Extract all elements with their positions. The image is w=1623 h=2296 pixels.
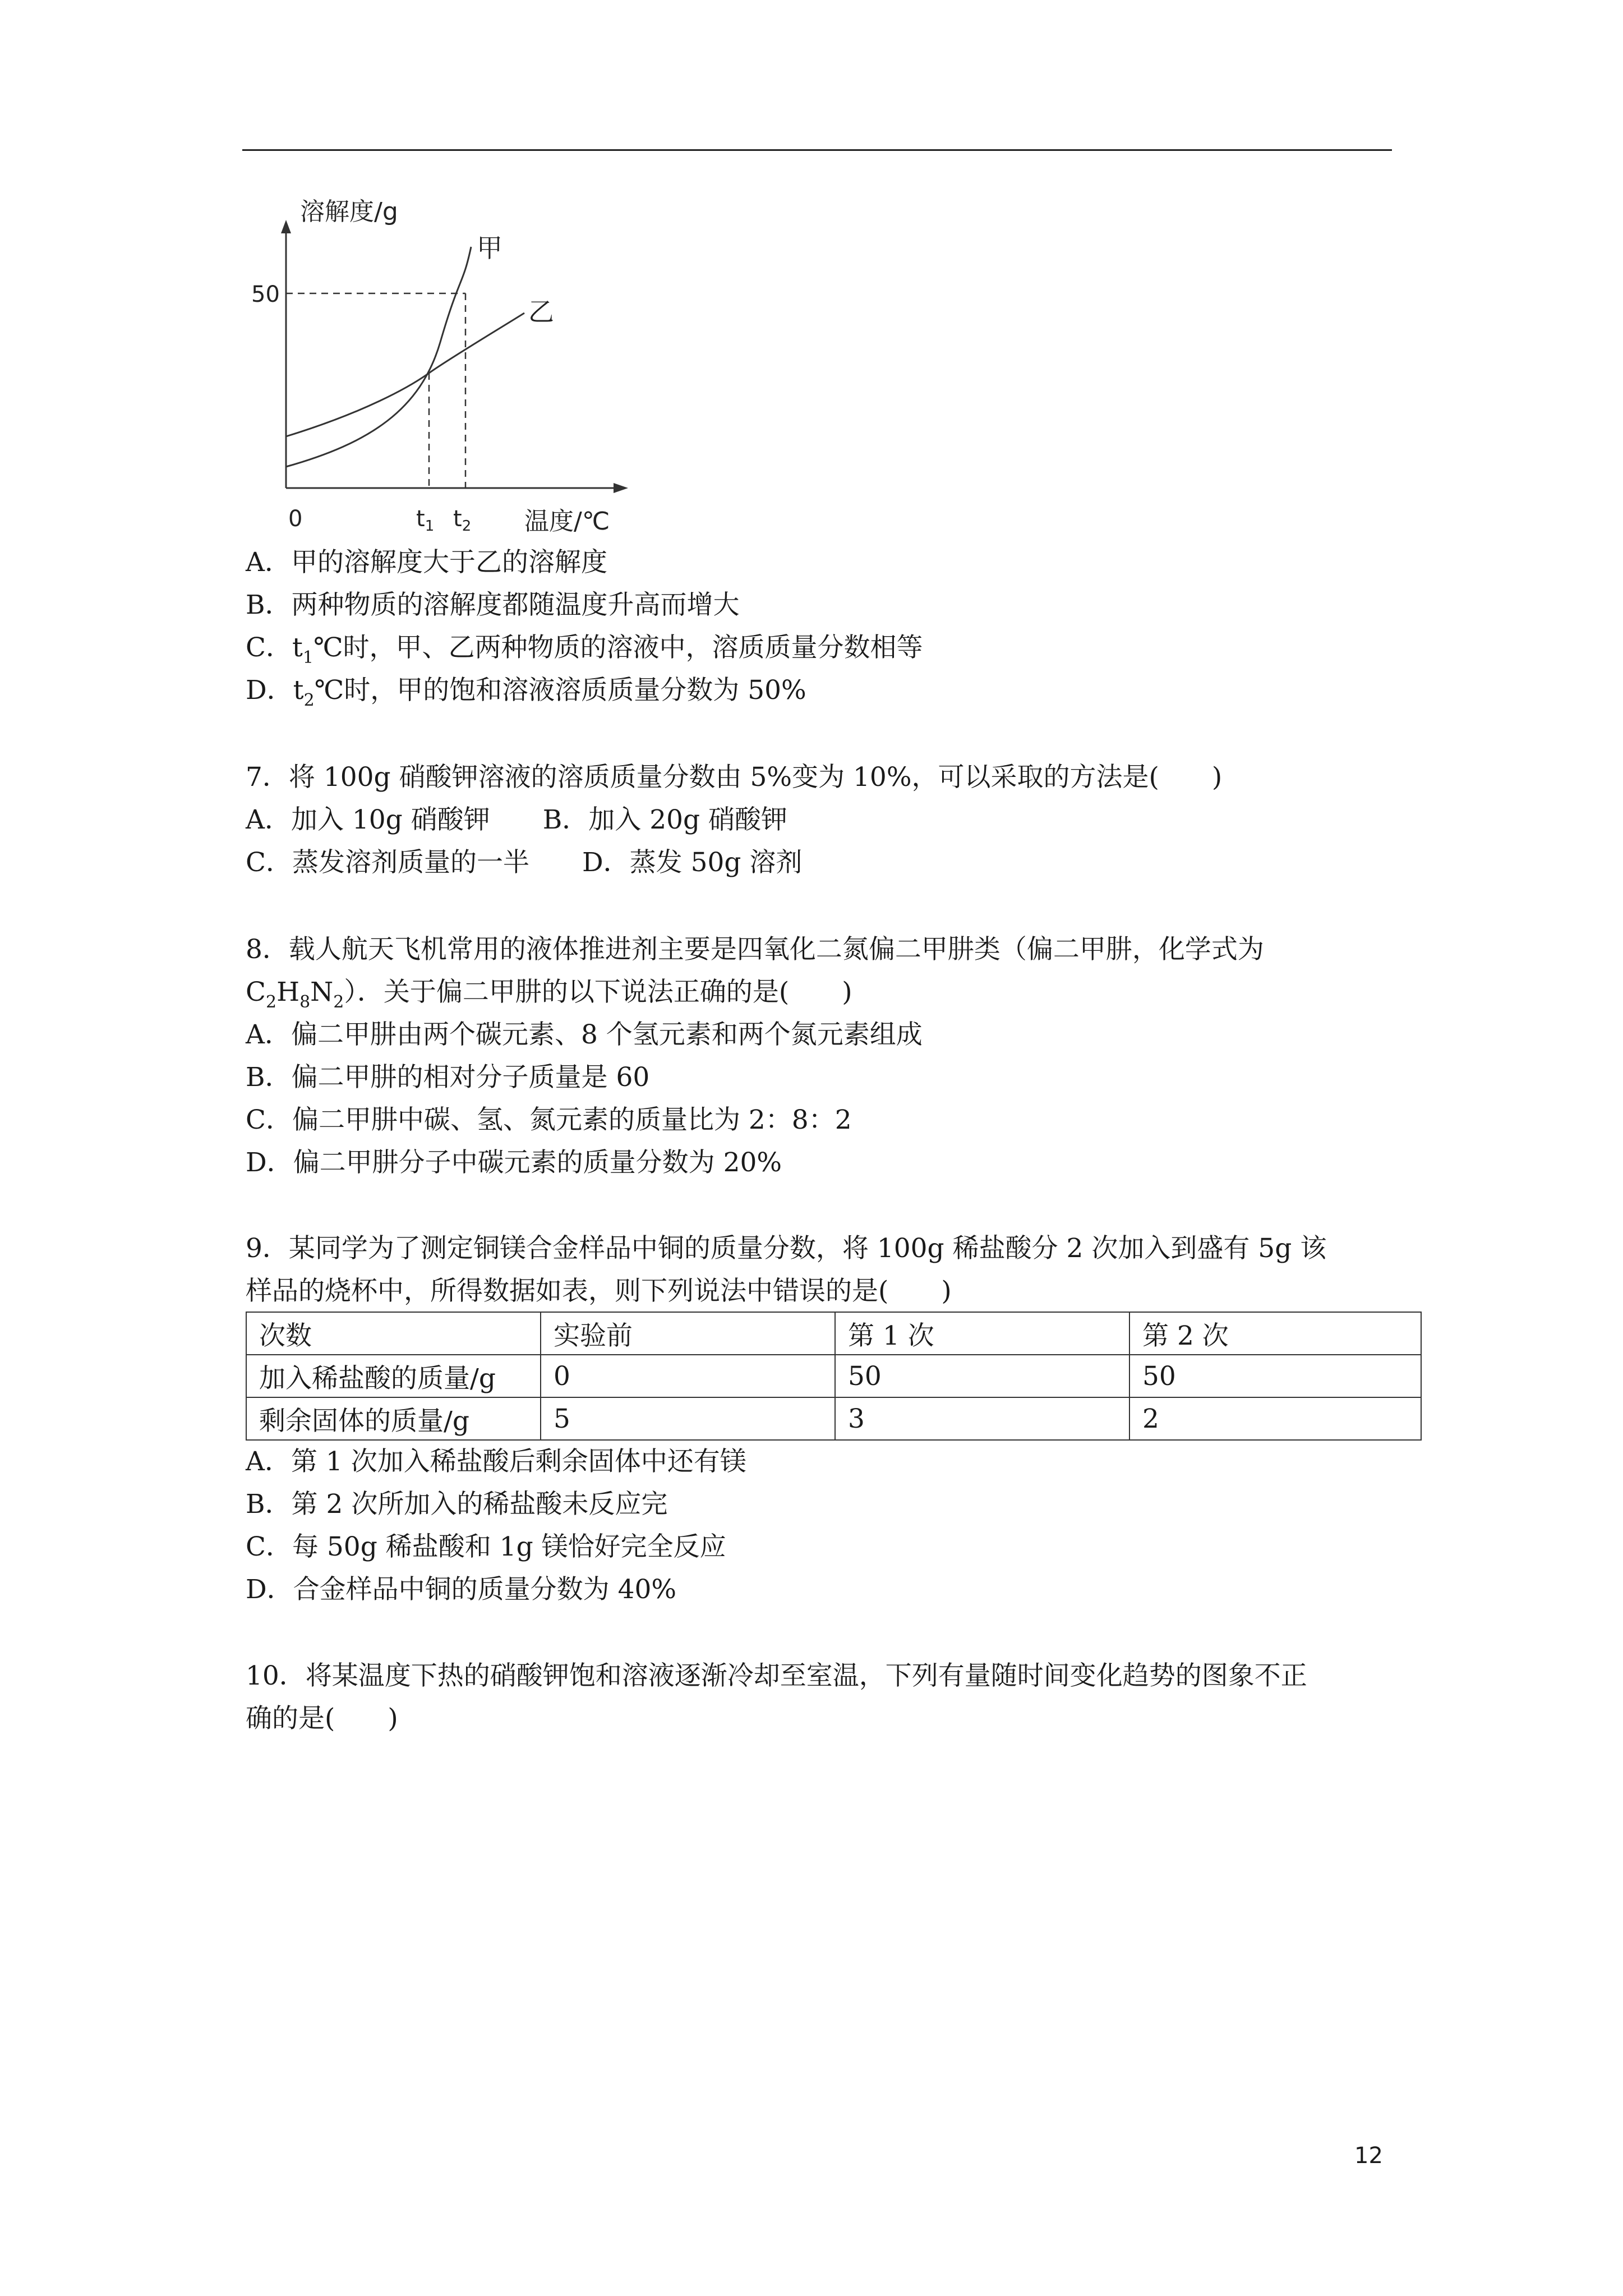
y-tick-50: 50: [251, 282, 280, 307]
y-axis-label: 溶解度/g: [300, 197, 398, 226]
q8-option-b: B．偏二甲肼的相对分子质量是 60: [246, 1062, 650, 1093]
table-cell: 50: [835, 1355, 1129, 1397]
table-row: [246, 1355, 1421, 1397]
table-cell: 50: [1129, 1355, 1421, 1397]
y-axis-arrow: [281, 220, 291, 233]
series-label-jia: 甲: [477, 233, 502, 263]
table-cell: 次数: [246, 1312, 541, 1355]
curve-jia: [286, 247, 471, 467]
table-cell: 第 2 次: [1129, 1312, 1421, 1355]
table-cell: 实验前: [541, 1312, 835, 1355]
table-cell: 2: [1129, 1397, 1421, 1440]
question-9-stem: [246, 1227, 1326, 1313]
q8-option-c: C．偏二甲肼中碳、氢、氮元素的质量比为 2：8：2: [246, 1105, 852, 1135]
q9-stem-line1: 9．某同学为了测定铜镁合金样品中铜的质量分数，将 100g 稀盐酸分 2 次加入到盛有 5g 该: [246, 1233, 1327, 1264]
q7-options-row2: C．蒸发溶剂质量的一半 D．蒸发 50g 溶剂: [246, 847, 803, 878]
q9-stem-line2: 样品的烧杯中，所得数据如表，则下列说法中错误的是( ): [246, 1276, 952, 1306]
curve-yi: [286, 313, 524, 436]
x-axis-label: 温度/℃: [524, 507, 610, 536]
origin-label: 0: [288, 506, 303, 532]
question-10: [246, 1655, 1307, 1740]
q9-option-a: A．第 1 次加入稀盐酸后剩余固体中还有镁: [246, 1446, 746, 1477]
q7-options-row1: A．加入 10g 硝酸钾 B．加入 20g 硝酸钾: [246, 804, 788, 835]
q9-option-d: D．合金样品中铜的质量分数为 40%: [246, 1574, 677, 1605]
question-9-options: [246, 1441, 746, 1611]
table-cell: 加入稀盐酸的质量/g: [246, 1355, 541, 1397]
q6-option-c: C．$t_1℃$时，甲、乙两种物质的溶液中，溶质质量分数相等: [246, 632, 923, 668]
table-cell: 第 1 次: [835, 1312, 1129, 1355]
table-row: [246, 1312, 1421, 1355]
table-cell: 5: [541, 1397, 835, 1440]
q7-stem: 7．将 100g 硝酸钾溶液的溶质质量分数由 5%变为 10%，可以采取的方法是( ): [246, 762, 1223, 793]
q6-option-a: A．甲的溶解度大于乙的溶解度: [246, 547, 607, 578]
q8-option-d: D．偏二甲肼分子中碳元素的质量分数为 20%: [246, 1147, 782, 1178]
table-cell: 3: [835, 1397, 1129, 1440]
table-cell: 0: [541, 1355, 835, 1397]
x-axis-arrow: [614, 483, 628, 493]
header-rule: [242, 149, 1392, 151]
solubility-graph: [241, 191, 645, 544]
q9-option-c: C．每 50g 稀盐酸和 1g 镁恰好完全反应: [246, 1531, 726, 1562]
q9-option-b: B．第 2 次所加入的稀盐酸未反应完: [246, 1489, 668, 1520]
page-number: 12: [1354, 2143, 1383, 2169]
q8-stem-line1: 8．载人航天飞机常用的液体推进剂主要是四氧化二氮偏二甲肼类（偏二甲肼，化学式为: [246, 934, 1264, 965]
t1-label: $t_1$: [416, 506, 435, 535]
question-7: [246, 756, 1222, 884]
q8-option-a: A．偏二甲肼由两个碳元素、8 个氢元素和两个氮元素组成: [246, 1019, 923, 1050]
q6-options: [246, 541, 923, 712]
q10-stem-line1: 10．将某温度下热的硝酸钾饱和溶液逐渐冷却至室温，下列有量随时间变化趋势的图象不正: [246, 1660, 1307, 1691]
q9-data-table: [246, 1312, 1422, 1441]
table-row: [246, 1397, 1421, 1440]
formula: $C_2H_8N_2$: [246, 977, 344, 1012]
q8-stem-line2: $C_2H_8N_2$）．关于偏二甲肼的以下说法正确的是( ): [246, 977, 852, 1012]
table-cell: 剩余固体的质量/g: [246, 1397, 541, 1440]
q6-option-d: D．$t_2℃$时，甲的饱和溶液溶质质量分数为 50%: [246, 675, 806, 710]
q6-option-b: B．两种物质的溶解度都随温度升高而增大: [246, 590, 740, 620]
series-label-yi: 乙: [528, 297, 554, 327]
question-8: [246, 928, 1264, 1184]
t2-label: $t_2$: [453, 506, 472, 535]
q10-stem-line2: 确的是( ): [246, 1703, 398, 1734]
